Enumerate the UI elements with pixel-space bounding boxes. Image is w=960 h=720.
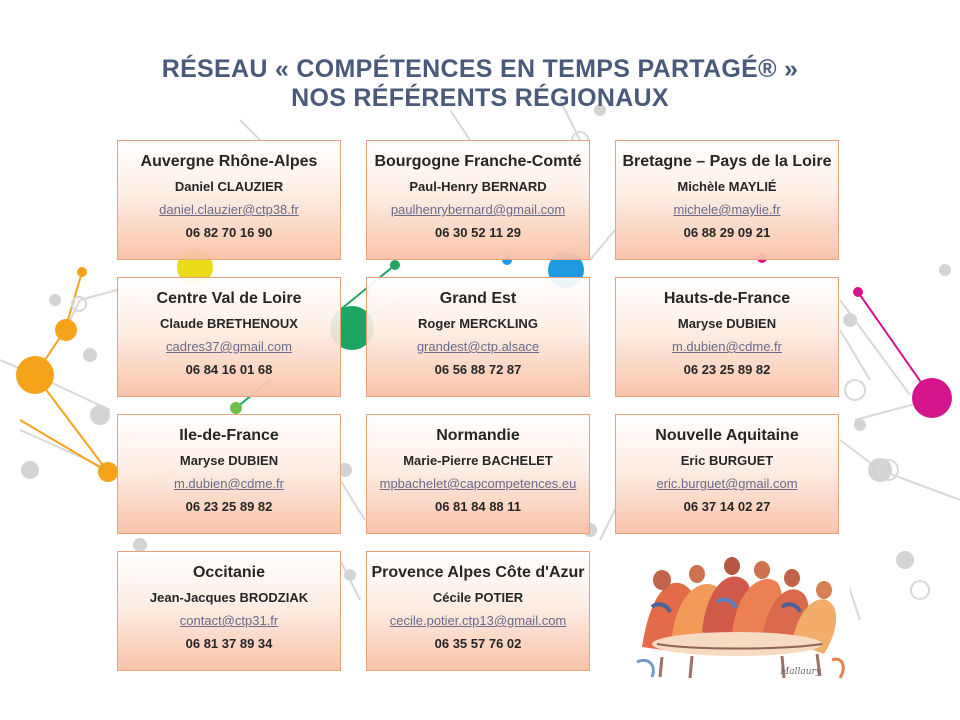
phone-number: 06 30 52 11 29: [434, 225, 522, 240]
referent-name: Daniel CLAUZIER: [174, 179, 284, 194]
referent-card-normandie: [366, 414, 590, 534]
referent-name: Maryse DUBIEN: [179, 453, 279, 468]
email-link[interactable]: m.dubien@cdme.fr: [173, 476, 285, 491]
referent-card-provence-alpes-cote-d-azur: [366, 551, 590, 671]
referent-card-grand-est: [366, 277, 590, 397]
people-around-table-painting-icon: [632, 552, 850, 684]
region-name: Provence Alpes Côte d'Azur: [371, 564, 585, 581]
referent-name: Claude BRETHENOUX: [160, 316, 298, 331]
email-link[interactable]: contact@ctp31.fr: [179, 613, 279, 628]
phone-number: 06 35 57 76 02: [434, 636, 522, 651]
region-name: Auvergne Rhône-Alpes: [140, 153, 318, 170]
referent-card-ile-de-france: [117, 414, 341, 534]
region-name: Grand Est: [439, 290, 517, 307]
region-name: Hauts-de-France: [663, 290, 791, 307]
phone-number: 06 84 16 01 68: [185, 362, 273, 377]
referent-name: Maryse DUBIEN: [677, 316, 777, 331]
region-name: Bretagne – Pays de la Loire: [622, 153, 832, 170]
region-name: Nouvelle Aquitaine: [655, 427, 799, 444]
email-link[interactable]: cecile.potier.ctp13@gmail.com: [389, 613, 567, 628]
referent-name: Marie-Pierre BACHELET: [403, 453, 553, 468]
region-name: Centre Val de Loire: [156, 290, 302, 307]
referent-name: Jean-Jacques BRODZIAK: [149, 590, 309, 605]
referent-name: Michèle MAYLIÉ: [677, 179, 777, 194]
referent-name: Cécile POTIER: [432, 590, 524, 605]
email-link[interactable]: m.dubien@cdme.fr: [671, 339, 783, 354]
referent-card-occitanie: [117, 551, 341, 671]
region-name: Ile-de-France: [179, 427, 279, 444]
email-link[interactable]: mpbachelet@capcompetences.eu: [379, 476, 577, 491]
referent-card-nouvelle-aquitaine: [615, 414, 839, 534]
region-name: Normandie: [436, 427, 520, 444]
email-link[interactable]: grandest@ctp.alsace: [416, 339, 540, 354]
phone-number: 06 37 14 02 27: [683, 499, 771, 514]
title-line-1: RÉSEAU « COMPÉTENCES EN TEMPS PARTAGÉ® »: [161, 55, 799, 83]
phone-number: 06 88 29 09 21: [683, 225, 771, 240]
referent-card-centre-val-de-loire: [117, 277, 341, 397]
email-link[interactable]: michele@maylie.fr: [673, 202, 781, 217]
title-line-2: NOS RÉFÉRENTS RÉGIONAUX: [291, 84, 669, 112]
phone-number: 06 56 88 72 87: [434, 362, 522, 377]
region-name: Bourgogne Franche-Comté: [374, 153, 582, 170]
referent-card-bourgogne-franche-comte: [366, 140, 590, 260]
email-link[interactable]: daniel.clauzier@ctp38.fr: [159, 202, 299, 217]
phone-number: 06 23 25 89 82: [185, 499, 273, 514]
referent-name: Paul-Henry BERNARD: [409, 179, 547, 194]
referent-card-bretagne-pays-de-la-loire: [615, 140, 839, 260]
region-name: Occitanie: [192, 564, 266, 581]
referent-card-hauts-de-france: [615, 277, 839, 397]
signature: Mallaury: [780, 667, 821, 677]
email-link[interactable]: eric.burguet@gmail.com: [656, 476, 798, 491]
phone-number: 06 81 37 89 34: [185, 636, 273, 651]
email-link[interactable]: cadres37@gmail.com: [166, 339, 292, 354]
phone-number: 06 81 84 88 11: [434, 499, 522, 514]
email-link[interactable]: paulhenrybernard@gmail.com: [390, 202, 566, 217]
referent-card-auvergne-rhone-alpes: [117, 140, 341, 260]
page-title: [0, 55, 960, 113]
phone-number: 06 82 70 16 90: [185, 225, 273, 240]
referent-name: Eric BURGUET: [680, 453, 774, 468]
phone-number: 06 23 25 89 82: [683, 362, 771, 377]
referent-name: Roger MERCKLING: [418, 316, 538, 331]
